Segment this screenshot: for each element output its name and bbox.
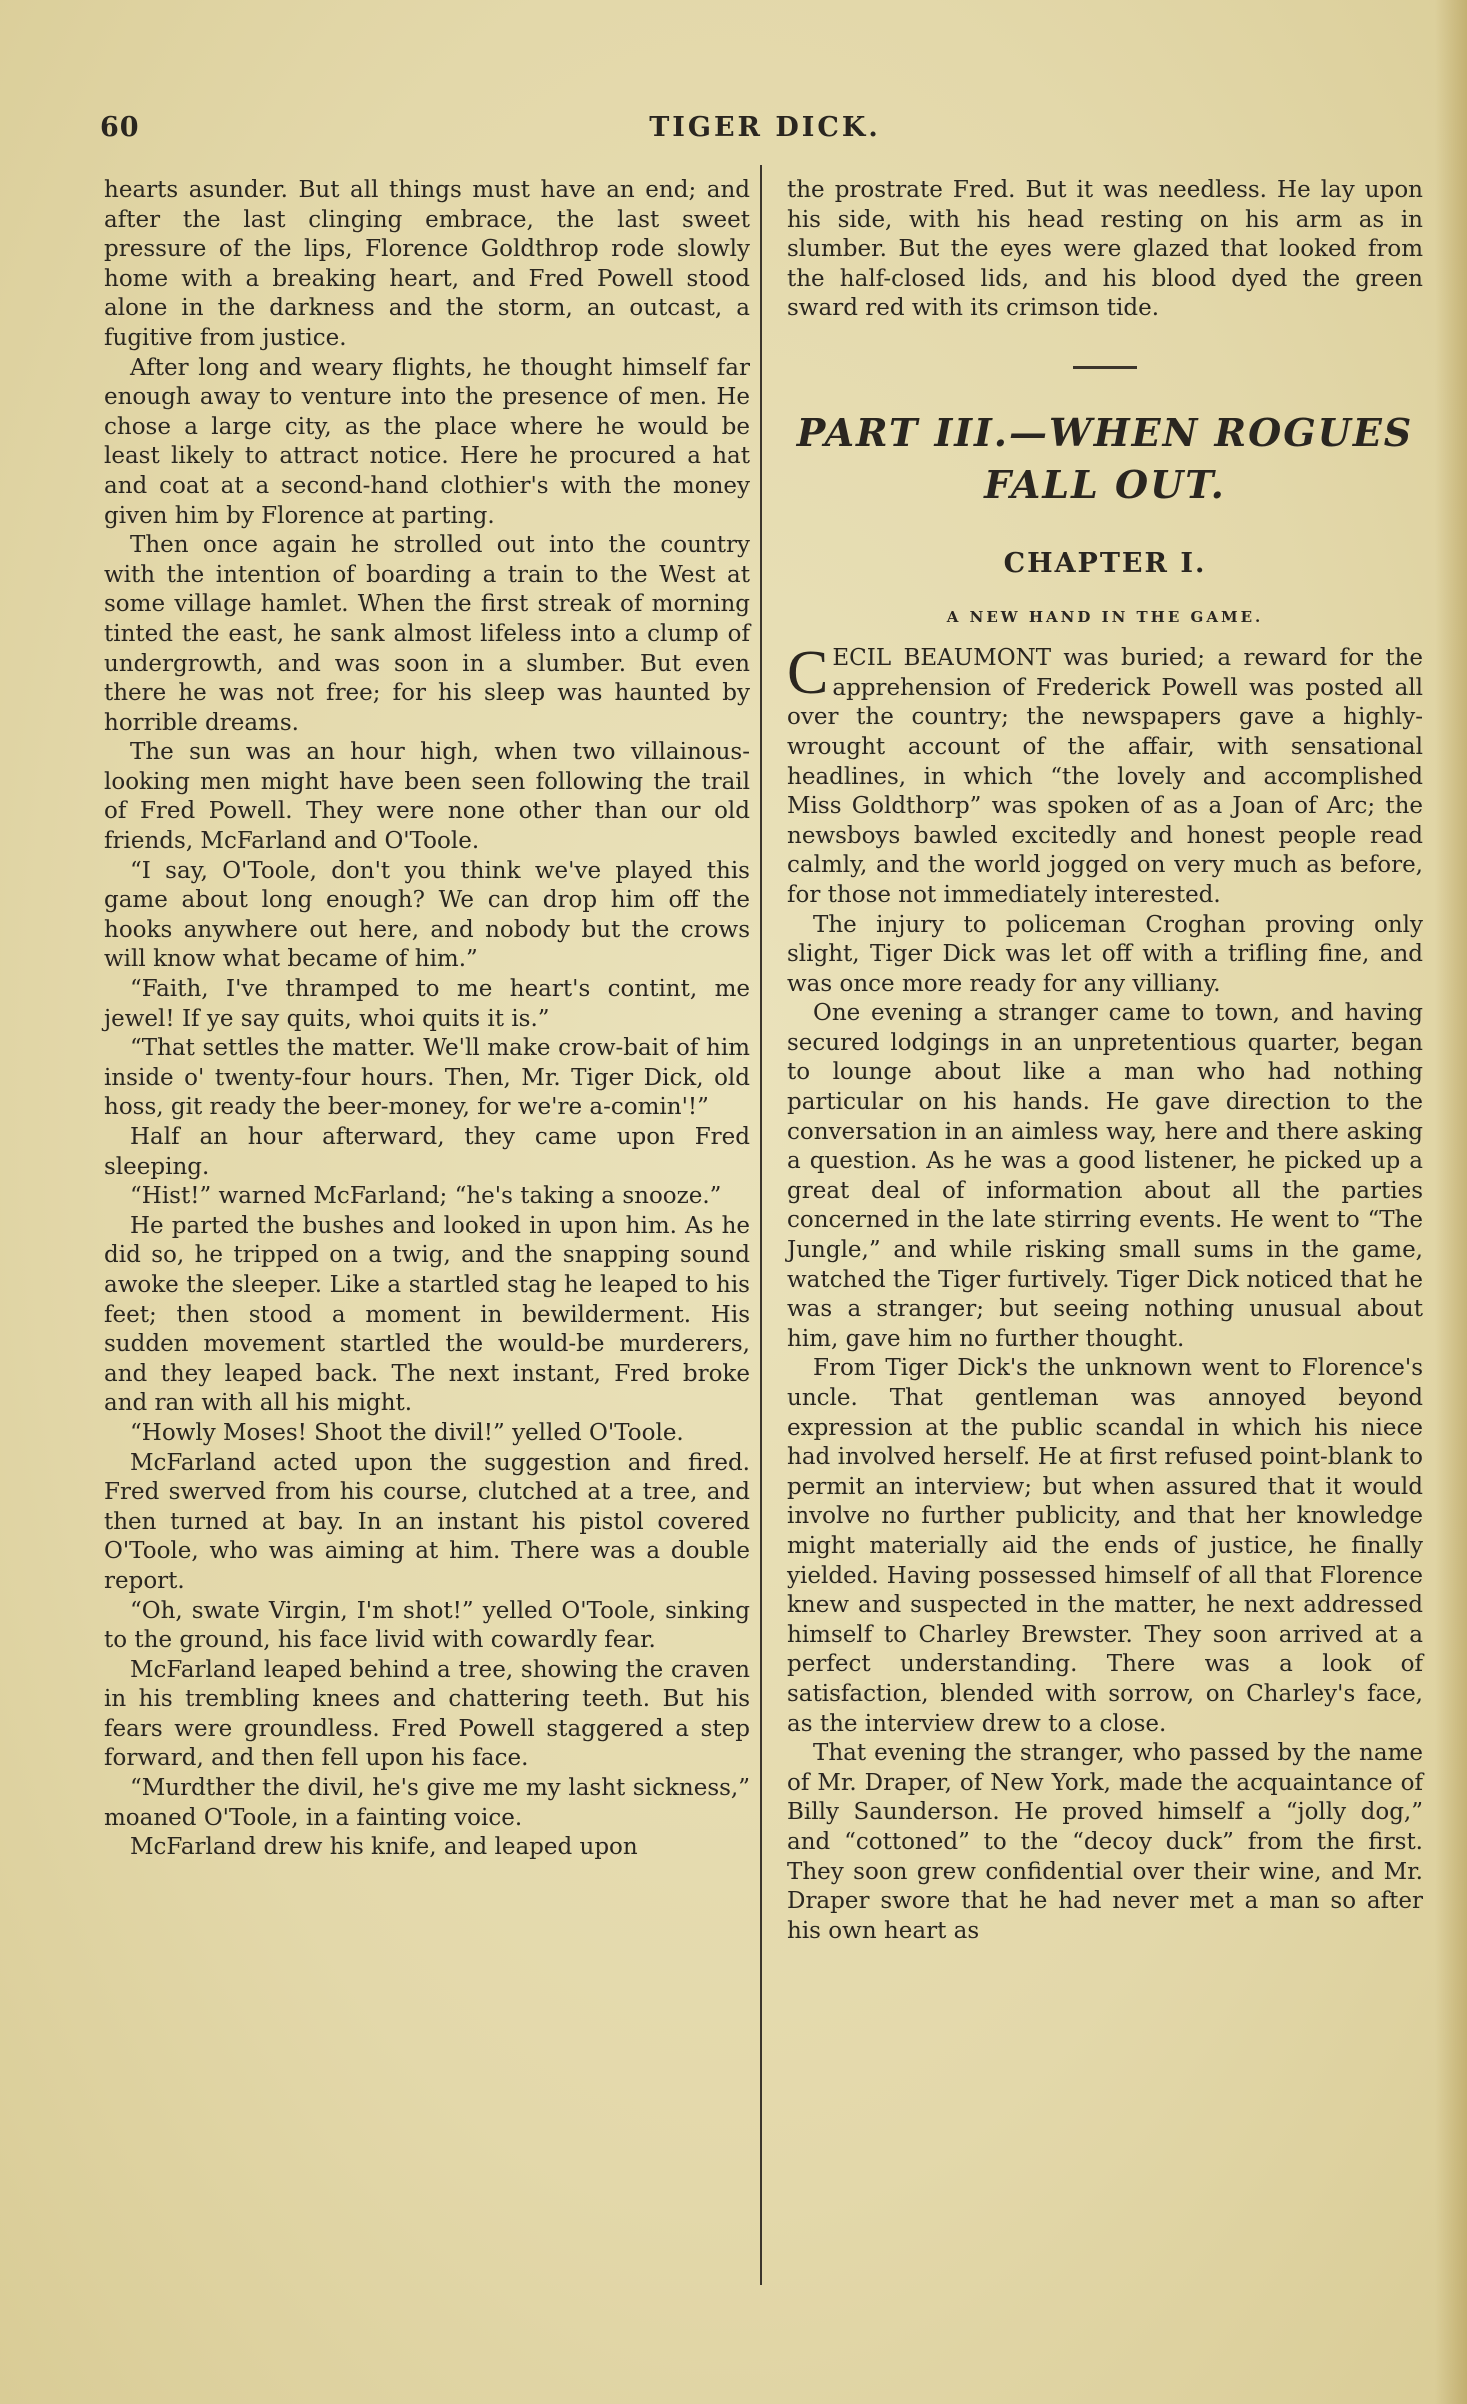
drop-cap: C [787,639,829,708]
page-number: 60 [100,112,140,143]
right-column [787,176,1423,1946]
paragraph: “Murdther the divil, he's give me my lasht sickness,” moaned O'Toole, in a fainting voice. [104,1775,750,1831]
paragraph: McFarland leaped behind a tree, showing the craven in his trembling knees and chattering teeth. But his fears were groundless. Fred Powell staggered a step forward, and then fell upon his face. [104,1656,750,1772]
paragraph: “That settles the matter. We'll make crow-bait of him inside o' twenty-four hours. Then, Mr. Tiger Dick, old hoss, git ready the beer-money, for we're a-comin'!” [104,1035,750,1121]
opening-text: ECIL BEAUMONT was buried; a reward for the apprehension of Frederick Powell was posted all over the country; the newspapers gave a highly-wrought account of the affair, with sensational headlines, in which “the lovely and accomplished Miss Goldthorp” was spoken of as a Joan of Arc; the newsboys bawled excitedly and honest people read calmly, and the world jogged on very much as before, for those not immediately interested. [787,645,1423,908]
paragraph: “Hist!” warned McFarland; “he's taking a snooze.” [130,1183,722,1210]
paragraph-continuation: the prostrate Fred. But it was needless. He lay upon his side, with his head resting on his arm as in slumber. But the eyes were glazed that looked from the half-closed lids, and his blood dyed the green sward red with its crimson tide. [787,177,1423,322]
chapter-subtitle: A NEW HAND IN THE GAME. [946,607,1264,626]
paragraph: After long and weary flights, he thought himself far enough away to venture into the presence of men. He chose a large city, as the place where he would be least likely to attract notice. Here he procured a hat and coat at a second-hand clothier's with the money given him by Florence at parting. [104,354,750,529]
paragraph: One evening a stranger came to town, and having secured lodgings in an unpretentious quarter, began to lounge about like a man who had nothing particular on his hands. He gave direction to the conversation in an aimless way, here and there asking a question. As he was a good listener, he picked up a great deal of information about all the parties concerned in the late stirring events. He went to “The Jungle,” and while risking small sums in the game, watched the Tiger furtively. Tiger Dick noticed that he was a stranger; but seeing nothing unusual about him, gave him no further thought. [787,1000,1423,1352]
paragraph: hearts asunder. But all things must have an end; and after the last clinging embrace, the last sweet pressure of the lips, Florence Goldthrop rode slowly home with a breaking heart, and Fred Powell stood alone in the darkness and the storm, an outcast, a fugitive from justice. [104,177,750,351]
paragraph: Half an hour afterward, they came upon Fred sleeping. [104,1124,750,1180]
opening-paragraph [787,639,1423,910]
paragraph: McFarland acted upon the suggestion and fired. Fred swerved from his course, clutched at a tree, and then turned at bay. In an instant his pistol covered O'Toole, who was aiming at him. There was a double report. [104,1449,750,1594]
paragraph: The injury to policeman Croghan proving only slight, Tiger Dick was let off with a trifling fine, and was once more ready for any villiany. [787,911,1423,997]
paragraph: “Faith, I've thramped to me heart's contint, me jewel! If ye say quits, whoi quits it is.” [104,976,750,1032]
section-divider [1073,366,1137,369]
paragraph: “I say, O'Toole, don't you think we've played this game about long enough? We can drop him off the hooks anywhere out here, and nobody but the crows will know what became of him.” [104,857,750,973]
paragraph: “Oh, swate Virgin, I'm shot!” yelled O'Toole, sinking to the ground, his face livid with cowardly fear. [104,1597,750,1654]
chapter-title: CHAPTER I. [1003,547,1207,579]
left-column [104,176,750,1863]
page-edge-shadow [1435,0,1467,2404]
paragraph: From Tiger Dick's the unknown went to Florence's uncle. That gentleman was annoyed beyond expression at the public scandal in which his niece had involved herself. He at first refused point-blank to permit an interview; but when assured that it would involve no further publicity, and that her knowledge might materially aid the ends of justice, he finally yielded. Having possessed himself of all that Florence knew and suspected in the matter, he next addressed himself to Charley Brewster. They soon arrived at a perfect understanding. There was a look of satisfaction, blended with sorrow, on Charley's face, as the interview drew to a close. [787,1355,1423,1737]
part-title: PART III.—WHEN ROGUES FALL OUT. [796,409,1414,507]
paragraph: That evening the stranger, who passed by the name of Mr. Draper, of New York, made the acquaintance of Billy Saunderson. He proved himself a “jolly dog,” and “cottoned” to the “decoy duck” from the first. They soon grew confidential over their wine, and Mr. Draper swore that he had never met a man so after his own heart as [787,1740,1423,1944]
paragraph: “Howly Moses! Shoot the divil!” yelled O'Toole. [130,1419,684,1446]
paragraph: McFarland drew his knife, and leaped upon [130,1834,638,1861]
running-title: TIGER DICK. [649,112,881,143]
paragraph: The sun was an hour high, when two villainous-looking men might have been seen following the trail of Fred Powell. They were none other than our old friends, McFarland and O'Toole. [104,739,750,855]
page-header [100,112,1430,156]
paragraph: He parted the bushes and looked in upon him. As he did so, he tripped on a twig, and the snapping sound awoke the sleeper. Like a startled stag he leaped to his feet; then stood a moment in bewilderment. His sudden movement startled the would-be murderers, and they leaped back. The next instant, Fred broke and ran with all his might. [104,1212,750,1417]
column-divider [760,165,762,2285]
paragraph: Then once again he strolled out into the country with the intention of boarding a train to the West at some village hamlet. When the first streak of morning tinted the east, he sank almost lifeless into a clump of undergrowth, and was soon in a slumber. But even there he was not free; for his sleep was haunted by horrible dreams. [104,532,750,736]
